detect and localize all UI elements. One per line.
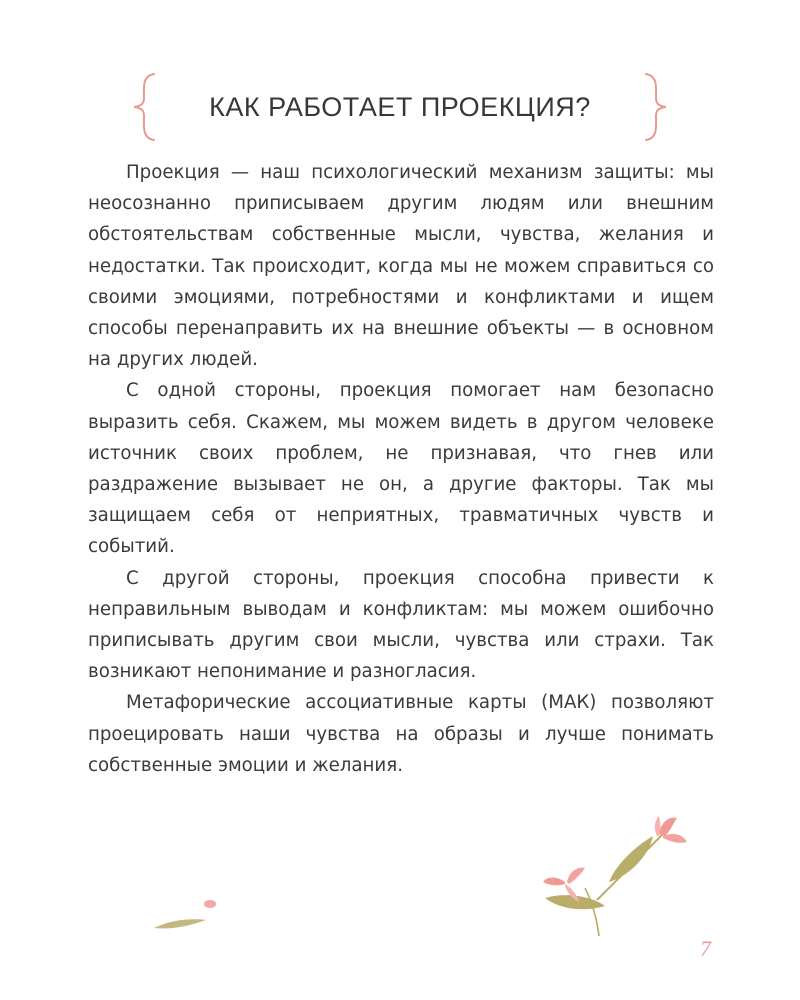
flower-sprig-icon [535,812,695,942]
body-text [88,157,714,781]
paragraph-1: Проекция — наш психологический механизм защиты: мы неосознанно приписываем другим людям или внешним обстоятельствам собственные мысли, чувства, желания и недостатки. Так происходит, когда мы не можем справиться со своими эмоциями, потребностями и конфликтами и ищем способы перенаправить их на внешние объекты — в основном на других людей. [88,162,714,371]
paragraph-2: С одной стороны, проекция помогает нам безопасно выразить себя. Скажем, мы можем видеть в другом человеке источник своих проблем, не признавая, что гнев или раздражение вызывает не он, а другие факторы. Так мы защищаем себя от неприятных, травматичных чувств и событий. [88,380,714,558]
heading-block [130,72,670,142]
right-brace-icon [640,72,670,142]
small-leaf-icon [150,890,230,940]
page-number: 7 [700,936,711,961]
paragraph-3: С другой стороны, проекция способна привести к неправильным выводам и конфликтам: мы можем ошибочно приписывать другим свои мысли, чувства или страхи. Так возникают непонимание и разногласия. [88,567,714,683]
paragraph-4: Метафорические ассоциативные карты (МАК) позволяют проецировать наши чувства на образы и лучше понимать собственные эмоции и желания. [88,692,714,776]
page-title: КАК РАБОТАЕТ ПРОЕКЦИЯ? [209,92,591,122]
left-brace-icon [130,72,160,142]
